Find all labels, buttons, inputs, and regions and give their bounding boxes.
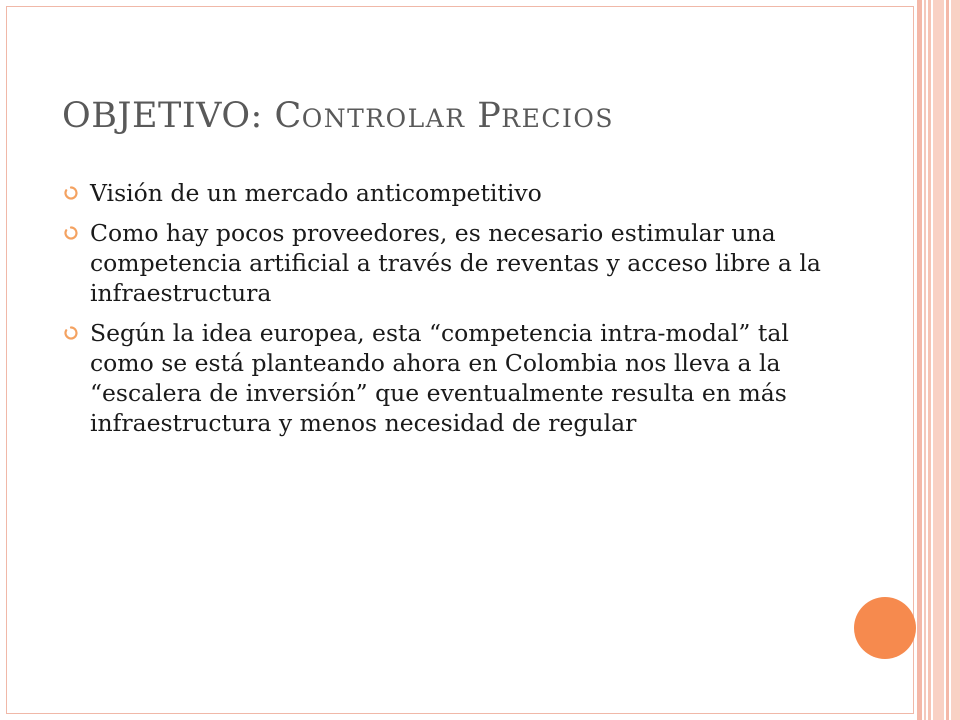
bullet-list xyxy=(62,178,822,448)
accent-circle xyxy=(854,597,916,659)
title-word-cap: C xyxy=(274,96,302,136)
bullet-text: Según la idea europea, esta “competencia intra-modal” tal como se está planteando ahora en Colombia nos lleva a la “escalera de inversión” que eventualmente resulta en más infraestructura y menos necesidad de regular xyxy=(90,319,789,437)
ring-bullet-icon xyxy=(64,226,78,240)
decorative-stripe xyxy=(928,0,931,720)
title-word-rest: RECIOS xyxy=(501,104,614,133)
title-word-cap: P xyxy=(477,96,502,136)
title-prefix: OBJETIVO: xyxy=(62,96,275,136)
bullet-item xyxy=(62,178,822,208)
decorative-stripe xyxy=(917,0,922,720)
ring-bullet-icon xyxy=(64,186,78,200)
decorative-stripe xyxy=(933,0,944,720)
bullet-item xyxy=(62,318,822,438)
decorative-stripe xyxy=(924,0,926,720)
bullet-text: Como hay pocos proveedores, es necesario estimular una competencia artificial a través de reventas y acceso libre a la infraestructura xyxy=(90,219,821,307)
bullet-text: Visión de un mercado anticompetitivo xyxy=(90,179,542,207)
ring-bullet-icon xyxy=(64,326,78,340)
title-word-rest: ONTROLAR xyxy=(301,104,466,133)
slide-title xyxy=(62,96,614,136)
decorative-stripe xyxy=(951,0,960,720)
decorative-stripe xyxy=(946,0,949,720)
bullet-item xyxy=(62,218,822,308)
